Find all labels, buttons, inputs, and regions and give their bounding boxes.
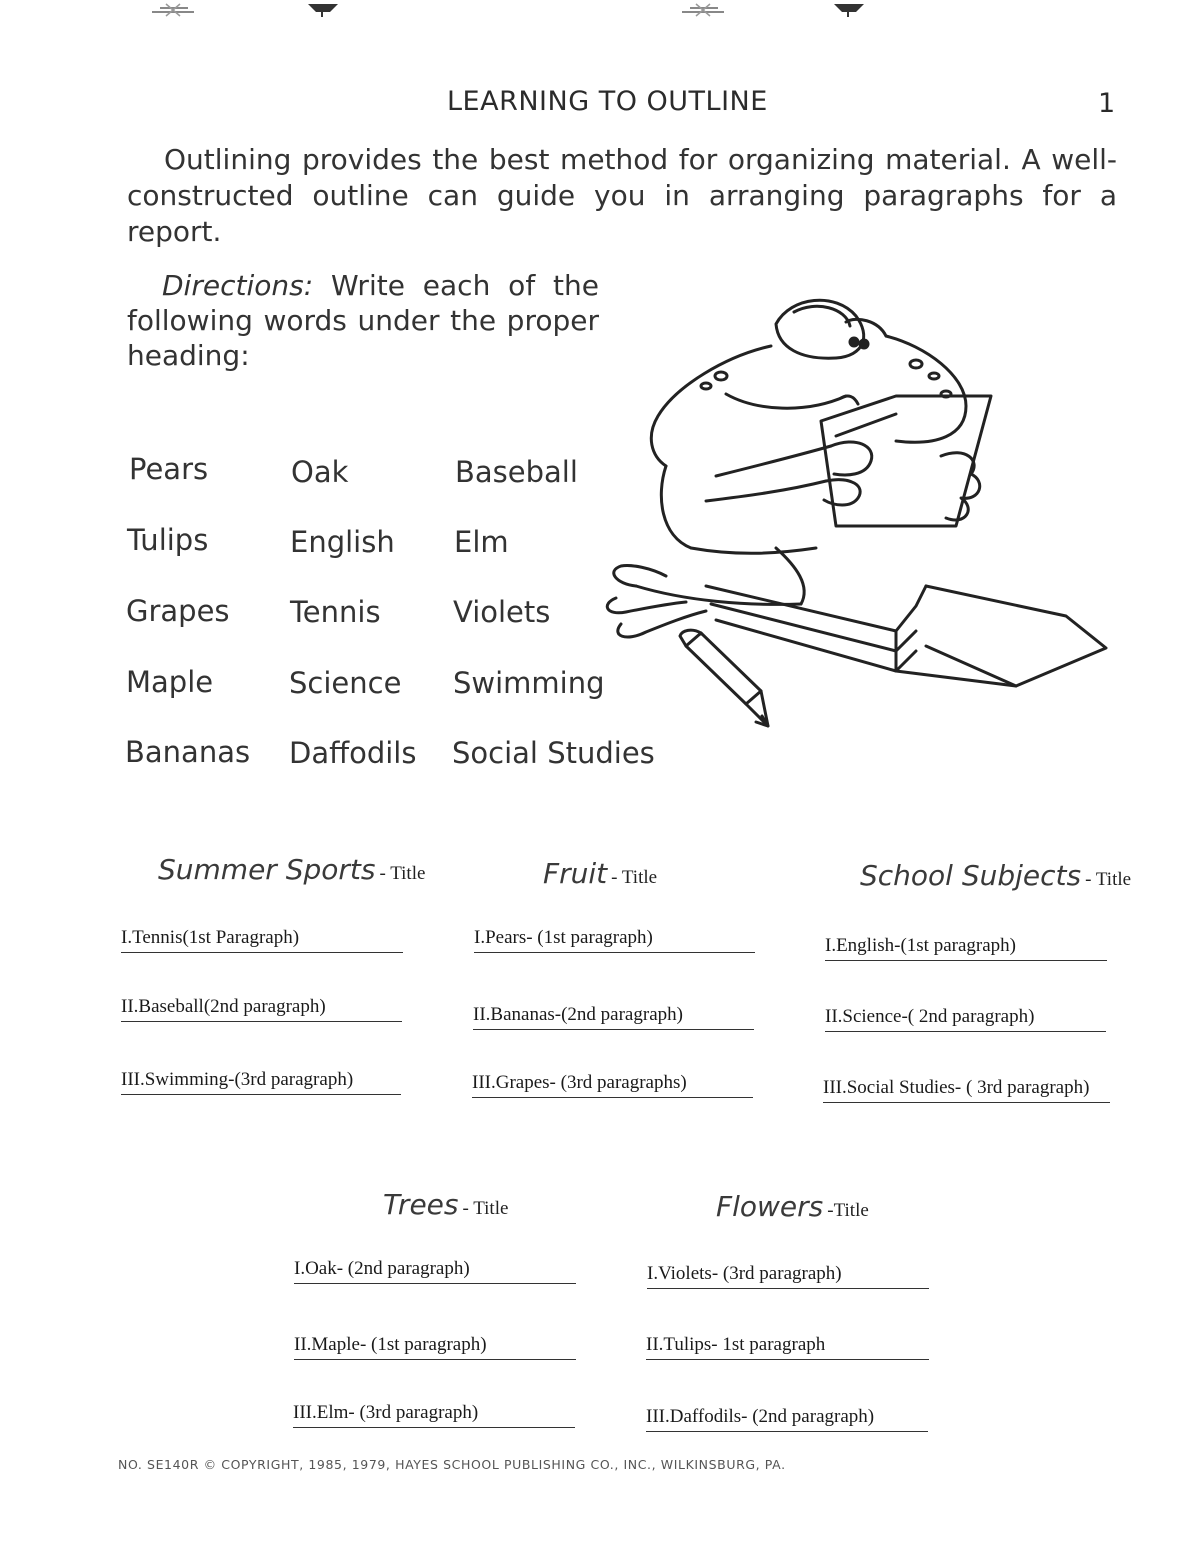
heading-school-subjects	[860, 859, 1131, 892]
answer-line: I.Violets- (3rd paragraph)	[647, 1263, 929, 1289]
word-bank-item: Pears	[129, 452, 209, 486]
word-bank-item: Baseball	[455, 455, 578, 489]
page-title: LEARNING TO OUTLINE	[447, 86, 768, 117]
heading-suffix: - Title	[1085, 869, 1132, 890]
answer-line: I.Pears- (1st paragraph)	[474, 927, 755, 953]
heading-summer-sports	[158, 853, 425, 886]
answer-line: II.Maple- (1st paragraph)	[294, 1334, 576, 1360]
heading-fruit	[543, 857, 657, 890]
word-bank-item: Bananas	[125, 735, 251, 769]
answer-line: III.Elm- (3rd paragraph)	[293, 1402, 575, 1428]
heading-summer-sports-text: Summer Sports	[158, 853, 376, 886]
word-bank-item: Tennis	[290, 595, 381, 629]
answer-line: I.Tennis(1st Paragraph)	[121, 927, 403, 953]
word-bank-item: Maple	[126, 665, 214, 699]
answer-line: II.Science-( 2nd paragraph)	[825, 1006, 1106, 1032]
word-bank-item: Violets	[453, 595, 551, 629]
heading-suffix: - Title	[611, 867, 658, 888]
word-bank-item: Tulips	[127, 523, 209, 557]
word-bank-item: English	[290, 525, 395, 559]
binder-hole-mark	[826, 0, 872, 18]
word-bank-item: Oak	[291, 455, 349, 489]
word-bank-item: Daffodils	[289, 736, 417, 770]
answer-line: II.Tulips- 1st paragraph	[646, 1334, 929, 1360]
heading-suffix: - Title	[462, 1198, 509, 1219]
heading-suffix: -Title	[827, 1200, 869, 1221]
heading-flowers	[716, 1190, 869, 1223]
binder-hole-mark	[680, 0, 726, 18]
intro-paragraph: Outlining provides the best method for organizing material. A well-constructed outline can guide you in arranging paragraphs for a report.	[127, 143, 1117, 248]
answer-line: III.Social Studies- ( 3rd paragraph)	[823, 1077, 1110, 1103]
word-bank-item: Grapes	[126, 594, 230, 628]
word-bank-item: Elm	[454, 525, 509, 559]
word-bank-item: Social Studies	[452, 736, 655, 770]
answer-line: III.Swimming-(3rd paragraph)	[121, 1069, 401, 1095]
answer-line: I.Oak- (2nd paragraph)	[294, 1258, 576, 1284]
word-bank-item: Science	[289, 666, 402, 700]
copyright-footer: NO. SE140R © COPYRIGHT, 1985, 1979, HAYES SCHOOL PUBLISHING CO., INC., WILKINSBURG, PA.	[118, 1457, 786, 1472]
frog-reading-icon	[596, 286, 1116, 750]
heading-suffix: - Title	[379, 863, 426, 884]
page-number: 1	[1098, 88, 1116, 119]
binder-hole-mark	[150, 0, 196, 18]
word-bank-item: Swimming	[453, 666, 605, 700]
directions-text: Write each of the following words under the proper heading:	[127, 269, 599, 372]
answer-line: II.Baseball(2nd paragraph)	[121, 996, 402, 1022]
heading-school-subjects-text: School Subjects	[860, 859, 1082, 892]
binder-hole-mark	[300, 0, 346, 18]
directions-paragraph	[127, 268, 599, 373]
directions-label: Directions:	[162, 269, 314, 302]
heading-trees	[383, 1188, 508, 1221]
heading-trees-text: Trees	[383, 1188, 459, 1221]
answer-line: III.Grapes- (3rd paragraphs)	[472, 1072, 753, 1098]
heading-fruit-text: Fruit	[543, 857, 608, 890]
heading-flowers-text: Flowers	[716, 1190, 824, 1223]
answer-line: I.English-(1st paragraph)	[825, 935, 1107, 961]
answer-line: II.Bananas-(2nd paragraph)	[473, 1004, 754, 1030]
answer-line: III.Daffodils- (2nd paragraph)	[646, 1406, 928, 1432]
